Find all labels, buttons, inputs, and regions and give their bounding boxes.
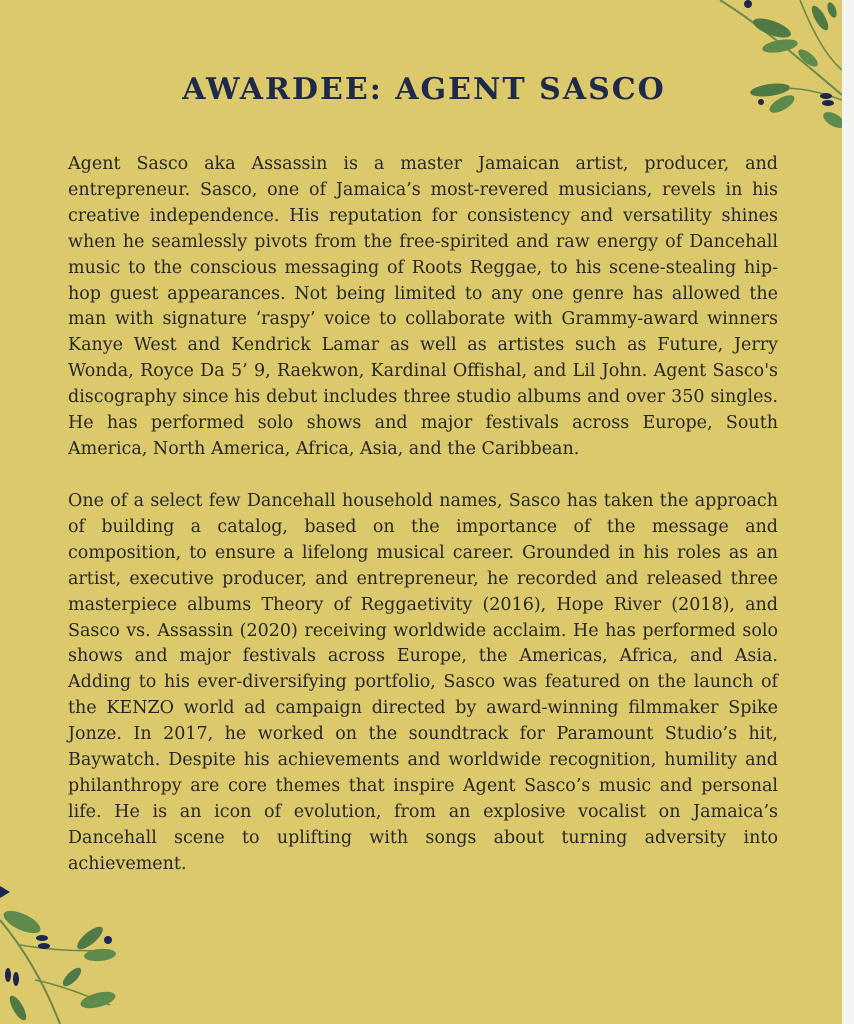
paragraph-career: One of a select few Dancehall household names, Sasco has taken the approach of building a catalog, based on the importance of the message and composition, to ensure a lifelong musical career. Grounded in his roles as an artist, executive producer, and entrepreneur, he recorded and released three masterpiece albums Theory of Reggaetivity (2016), Hope River (2018), and Sasco vs. Assassin (2020) receiving worldwide acclaim. He has performed solo shows and major festivals across Europe, the Americas, Africa, and Asia. Adding to his ever-diversifying portfolio, Sasco was featured on the launch of the KENZO world ad campaign directed by award-winning filmmaker Spike Jonze. In 2017, he worked on the soundtrack for Paramount Studio’s hit, Baywatch. Despite his achievements and worldwide recognition, humility and philanthropy are core themes that inspire Agent Sasco’s music and personal life. He is an icon of evolution, from an explosive vocalist on Jamaica’s Dancehall scene to uplifting with songs about turning adversity into achievement.: [68, 491, 778, 874]
paragraph-biography: Agent Sasco aka Assassin is a master Jamaican artist, producer, and entrepreneur. Sasco, one of Jamaica’s most-revered musicians, revels in his creative independence. His reputation for consistency and versatility shines when he seamlessly pivots from the free-spirited and raw energy of Dancehall music to the conscious messaging of Roots Reggae, to his scene-stealing hip-hop guest appearances. Not being limited to any one genre has allowed the man with signature ‘raspy’ voice to collaborate with Grammy-award winners Kanye West and Kendrick Lamar as well as artistes such as Future, Jerry Wonda, Royce Da 5’ 9, Raekwon, Kardinal Offishal, and Lil John. Agent Sasco's discography since his debut includes three studio albums and over 350 singles. He has performed solo shows and major festivals across Europe, South America, North America, Africa, Asia, and the Caribbean.: [68, 154, 778, 459]
page-edge: [842, 0, 854, 1024]
leafy-vine-icon: [0, 880, 130, 1024]
page-title: AWARDEE: AGENT SASCO: [182, 72, 666, 107]
leafy-vine-icon: [700, 0, 842, 140]
